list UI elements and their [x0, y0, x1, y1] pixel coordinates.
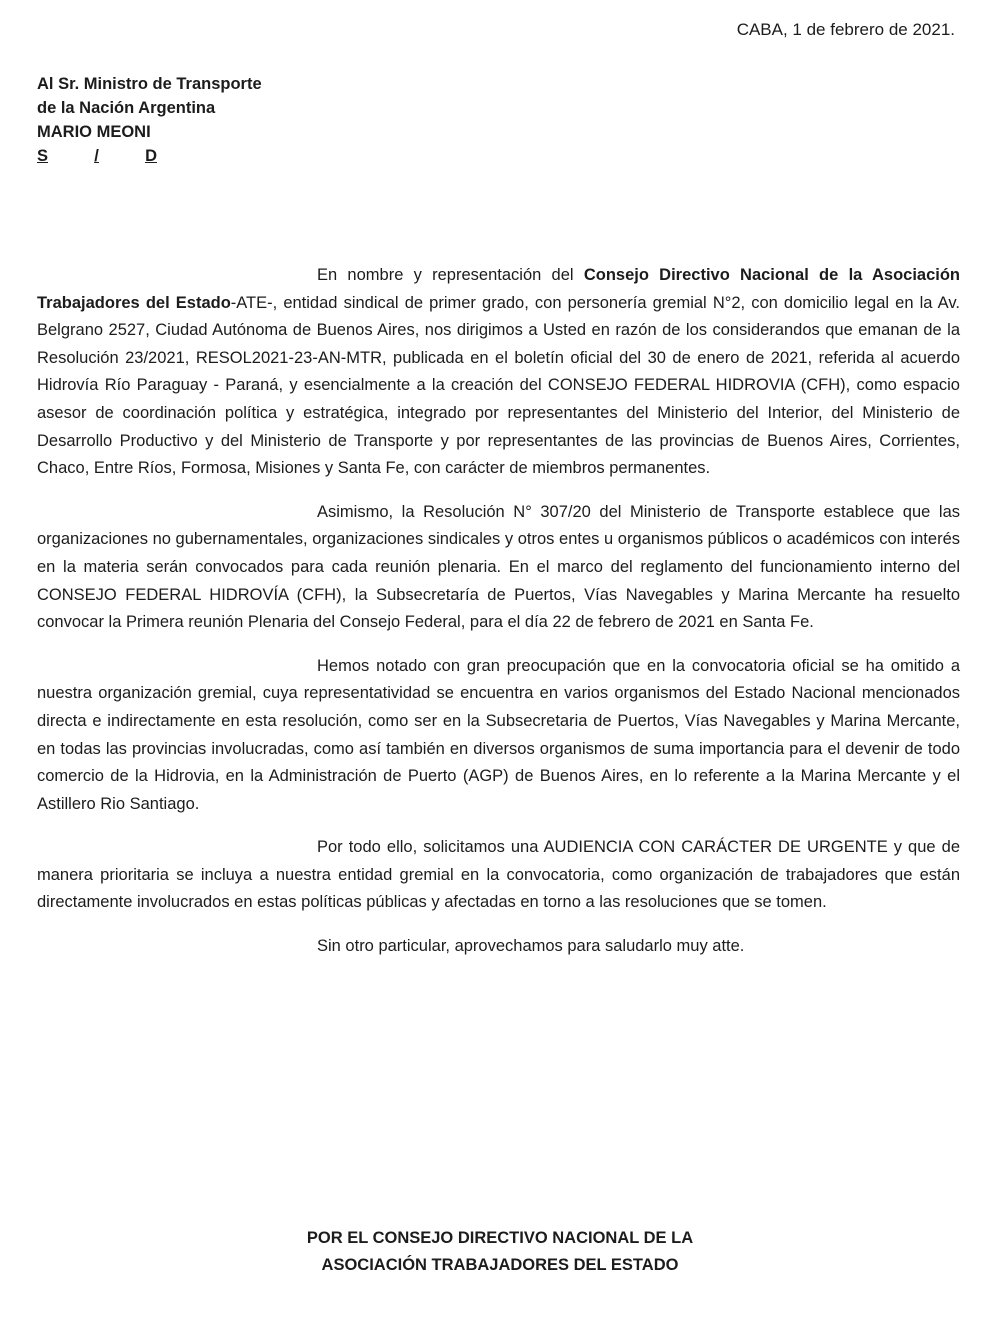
addressee-line-2: de la Nación Argentina: [37, 99, 216, 117]
paragraph-2: Asimismo, la Resolución N° 307/20 del Ministerio de Transporte establece que las organizaciones no gubernamentales, organizaciones sindicales y otros entes u organismos públicos o académicos con interés en la materia serán convocados para cada reunión plenaria. En el marco del reglamento del funcionamiento interno del CONSEJO FEDERAL HIDROVÍA (CFH), la Subsecretaría de Puertos, Vías Navegables y Marina Mercante ha resuelto convocar la Primera reunión Plenaria del Consejo Federal, para el día 22 de febrero de 2021 en Santa Fe.: [37, 502, 960, 632]
paragraph-1-organization: Consejo Directivo Nacional de la Asociación Trabajadores del Estado: [37, 266, 961, 312]
sd-s: S: [37, 147, 49, 165]
closing-line: Sin otro particular, aprovechamos para saludarlo muy atte.: [317, 937, 745, 956]
addressee-line-1: Al Sr. Ministro de Transporte: [37, 75, 262, 93]
sd-slash: /: [94, 147, 99, 165]
paragraph-1: [37, 262, 960, 483]
sd-line: [37, 144, 157, 168]
paragraph-4: Por todo ello, solicitamos una AUDIENCIA CON CARÁCTER DE URGENTE y que de manera prioritaria se incluya a nuestra entidad gremial en la convocatoria, como organización de trabajadores que están directamente involucrados en estas políticas públicas y afectadas en torno a las resoluciones que se tomen.: [37, 838, 960, 912]
letter-date: CABA, 1 de febrero de 2021.: [736, 20, 955, 39]
sd-d: D: [145, 147, 157, 165]
paragraph-1-intro: En nombre y representación del: [317, 266, 584, 284]
paragraph-1-rest: -ATE-, entidad sindical de primer grado, con personería gremial N°2, con domicilio legal en la Av. Belgrano 2527, Ciudad Autónoma de Buenos Aires, nos dirigimos a Usted en razón de los considerandos que emanan de la Resolución 23/2021, RESOL2021-23-AN-MTR, publicada en el boletín oficial del 30 de enero de 2021, referida al acuerdo Hidrovía Río Paraguay - Paraná, y esencialmente a la creación del CONSEJO FEDERAL HIDROVIA (CFH), como espacio asesor de coordinación política y estratégica, integrado por representantes del Ministerio del Interior, del Ministerio de Desarrollo Productivo y del Ministerio de Transporte y por representantes de las provincias de Buenos Aires, Corrientes, Chaco, Entre Ríos, Formosa, Misiones y Santa Fe, con carácter de miembros permanentes.: [37, 293, 960, 478]
signature-block: [0, 1225, 1000, 1279]
addressee-block: [37, 72, 262, 168]
signature-line-2: ASOCIACIÓN TRABAJADORES DEL ESTADO: [321, 1256, 679, 1274]
letter-body: [37, 262, 960, 977]
paragraph-3: Hemos notado con gran preocupación que en la convocatoria oficial se ha omitido a nuestra organización gremial, cuya representatividad se encuentra en varios organismos del Estado Nacional mencionados directa e indirectamente en esta resolución, como ser en la Subsecretaria de Puertos, Vías Navegables y Marina Mercante, en todas las provincias involucradas, como así también en diversos organismos de suma importancia para el devenir de todo comercio de la Hidrovia, en la Administración de Puerto (AGP) de Buenos Aires, en lo referente a la Marina Mercante y el Astillero Rio Santiago.: [37, 656, 960, 813]
addressee-name: MARIO MEONI: [37, 123, 151, 141]
signature-line-1: POR EL CONSEJO DIRECTIVO NACIONAL DE LA: [306, 1229, 694, 1247]
